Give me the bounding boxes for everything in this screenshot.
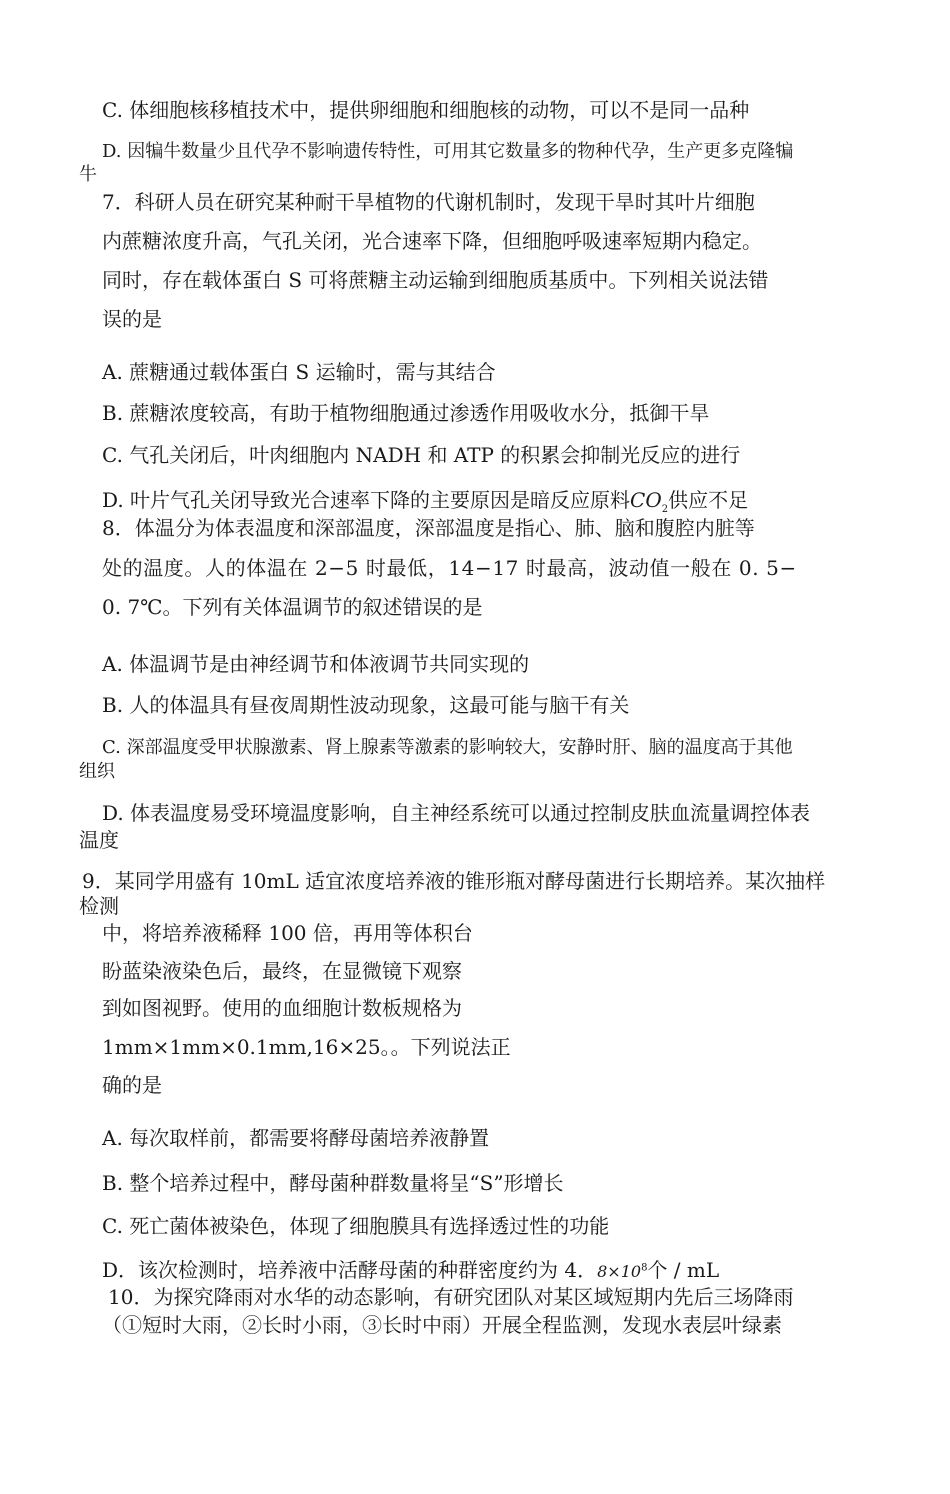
q7-option-d	[102, 490, 748, 515]
q7-option-c: C. 气孔关闭后，叶肉细胞内 NADH 和 ATP 的积累会抑制光反应的进行	[102, 443, 741, 467]
q6-option-d-line1: D. 因犏牛数量少且代孕不影响遗传特性，可用其它数量多的物种代孕，生产更多克隆犏	[102, 141, 794, 162]
q7-option-d-text: D. 叶片气孔关闭导致光合速率下降的主要原因是暗反应原料	[102, 488, 631, 512]
q9-option-b: B. 整个培养过程中，酵母菌种群数量将呈“S”形增长	[102, 1171, 564, 1195]
q9-option-a: A. 每次取样前，都需要将酵母菌培养液静置	[102, 1126, 490, 1150]
q7-stem-line4: 误的是	[102, 307, 162, 331]
q9-option-d-unit: 个 / mL	[647, 1258, 720, 1282]
q9-stem-line6: 1mm×1mm×0.1mm,16×25。。下列说法正	[102, 1035, 511, 1059]
q8-option-d-line2: 温度	[79, 828, 119, 852]
density-formula: $8\times 10^8$	[597, 1262, 648, 1281]
q8-option-a: A. 体温调节是由神经调节和体液调节共同实现的	[102, 652, 530, 676]
q9-stem-line3: 中，将培养液稀释 100 倍，再用等体积台	[102, 921, 473, 945]
q7-option-b: B. 蔗糖浓度较高，有助于植物细胞通过渗透作用吸收水分，抵御干旱	[102, 401, 710, 425]
co2-formula: $CO_2$	[630, 488, 669, 515]
q7-stem-line2: 内蔗糖浓度升高，气孔关闭，光合速率下降，但细胞呼吸速率短期内稳定。	[102, 229, 762, 253]
q8-option-d-line1: D. 体表温度易受环境温度影响，自主神经系统可以通过控制皮肤血流量调控体表	[102, 801, 811, 825]
q8-option-c-line2: 组织	[79, 761, 115, 782]
q8-option-c-line1: C. 深部温度受甲状腺激素、肾上腺素等激素的影响较大，安静时肝、脑的温度高于其他	[102, 737, 793, 758]
q10-stem-line2: （①短时大雨，②长时小雨，③长时中雨）开展全程监测，发现水表层叶绿素	[102, 1313, 782, 1337]
q9-stem-line4: 盼蓝染液染色后，最终，在显微镜下观察	[102, 959, 462, 983]
q9-stem-line5: 到如图视野。使用的血细胞计数板规格为	[102, 996, 462, 1020]
q9-option-d-text: D．该次检测时，培养液中活酵母菌的种群密度约为 4．	[102, 1258, 598, 1282]
q6-option-d-line2: 牛	[79, 164, 97, 185]
q7-option-a: A. 蔗糖通过载体蛋白 S 运输时，需与其结合	[102, 360, 496, 384]
q9-stem-line7: 确的是	[102, 1073, 162, 1097]
q7-stem-line3: 同时，存在载体蛋白 S 可将蔗糖主动运输到细胞质基质中。下列相关说法错	[102, 268, 769, 292]
q7-stem-line1: 7．科研人员在研究某种耐干旱植物的代谢机制时，发现干旱时其叶片细胞	[102, 190, 755, 214]
q10-stem-line1: 10．为探究降雨对水华的动态影响，有研究团队对某区域短期内先后三场降雨	[108, 1285, 794, 1309]
q8-option-b: B. 人的体温具有昼夜周期性波动现象，这最可能与脑干有关	[102, 693, 630, 717]
q8-stem-line3: 0. 7℃。下列有关体温调节的叙述错误的是	[102, 595, 483, 619]
q8-stem-line2: 处的温度。人的体温在 2−5 时最低，14−17 时最高，波动值一般在 0. 5−	[102, 556, 797, 580]
q8-stem-line1: 8．体温分为体表温度和深部温度，深部温度是指心、肺、脑和腹腔内脏等	[102, 516, 755, 540]
q9-option-d	[102, 1260, 719, 1280]
q7-option-d-tail: 供应不足	[668, 488, 749, 512]
q6-option-c: C. 体细胞核移植技术中，提供卵细胞和细胞核的动物，可以不是同一品种	[102, 98, 750, 122]
q9-stem-line1: 9．某同学用盛有 10mL 适宜浓度培养液的锥形瓶对酵母菌进行长期培养。某次抽样	[82, 869, 826, 893]
q9-stem-line2: 检测	[79, 894, 119, 918]
q9-option-c: C. 死亡菌体被染色，体现了细胞膜具有选择透过性的功能	[102, 1214, 610, 1238]
